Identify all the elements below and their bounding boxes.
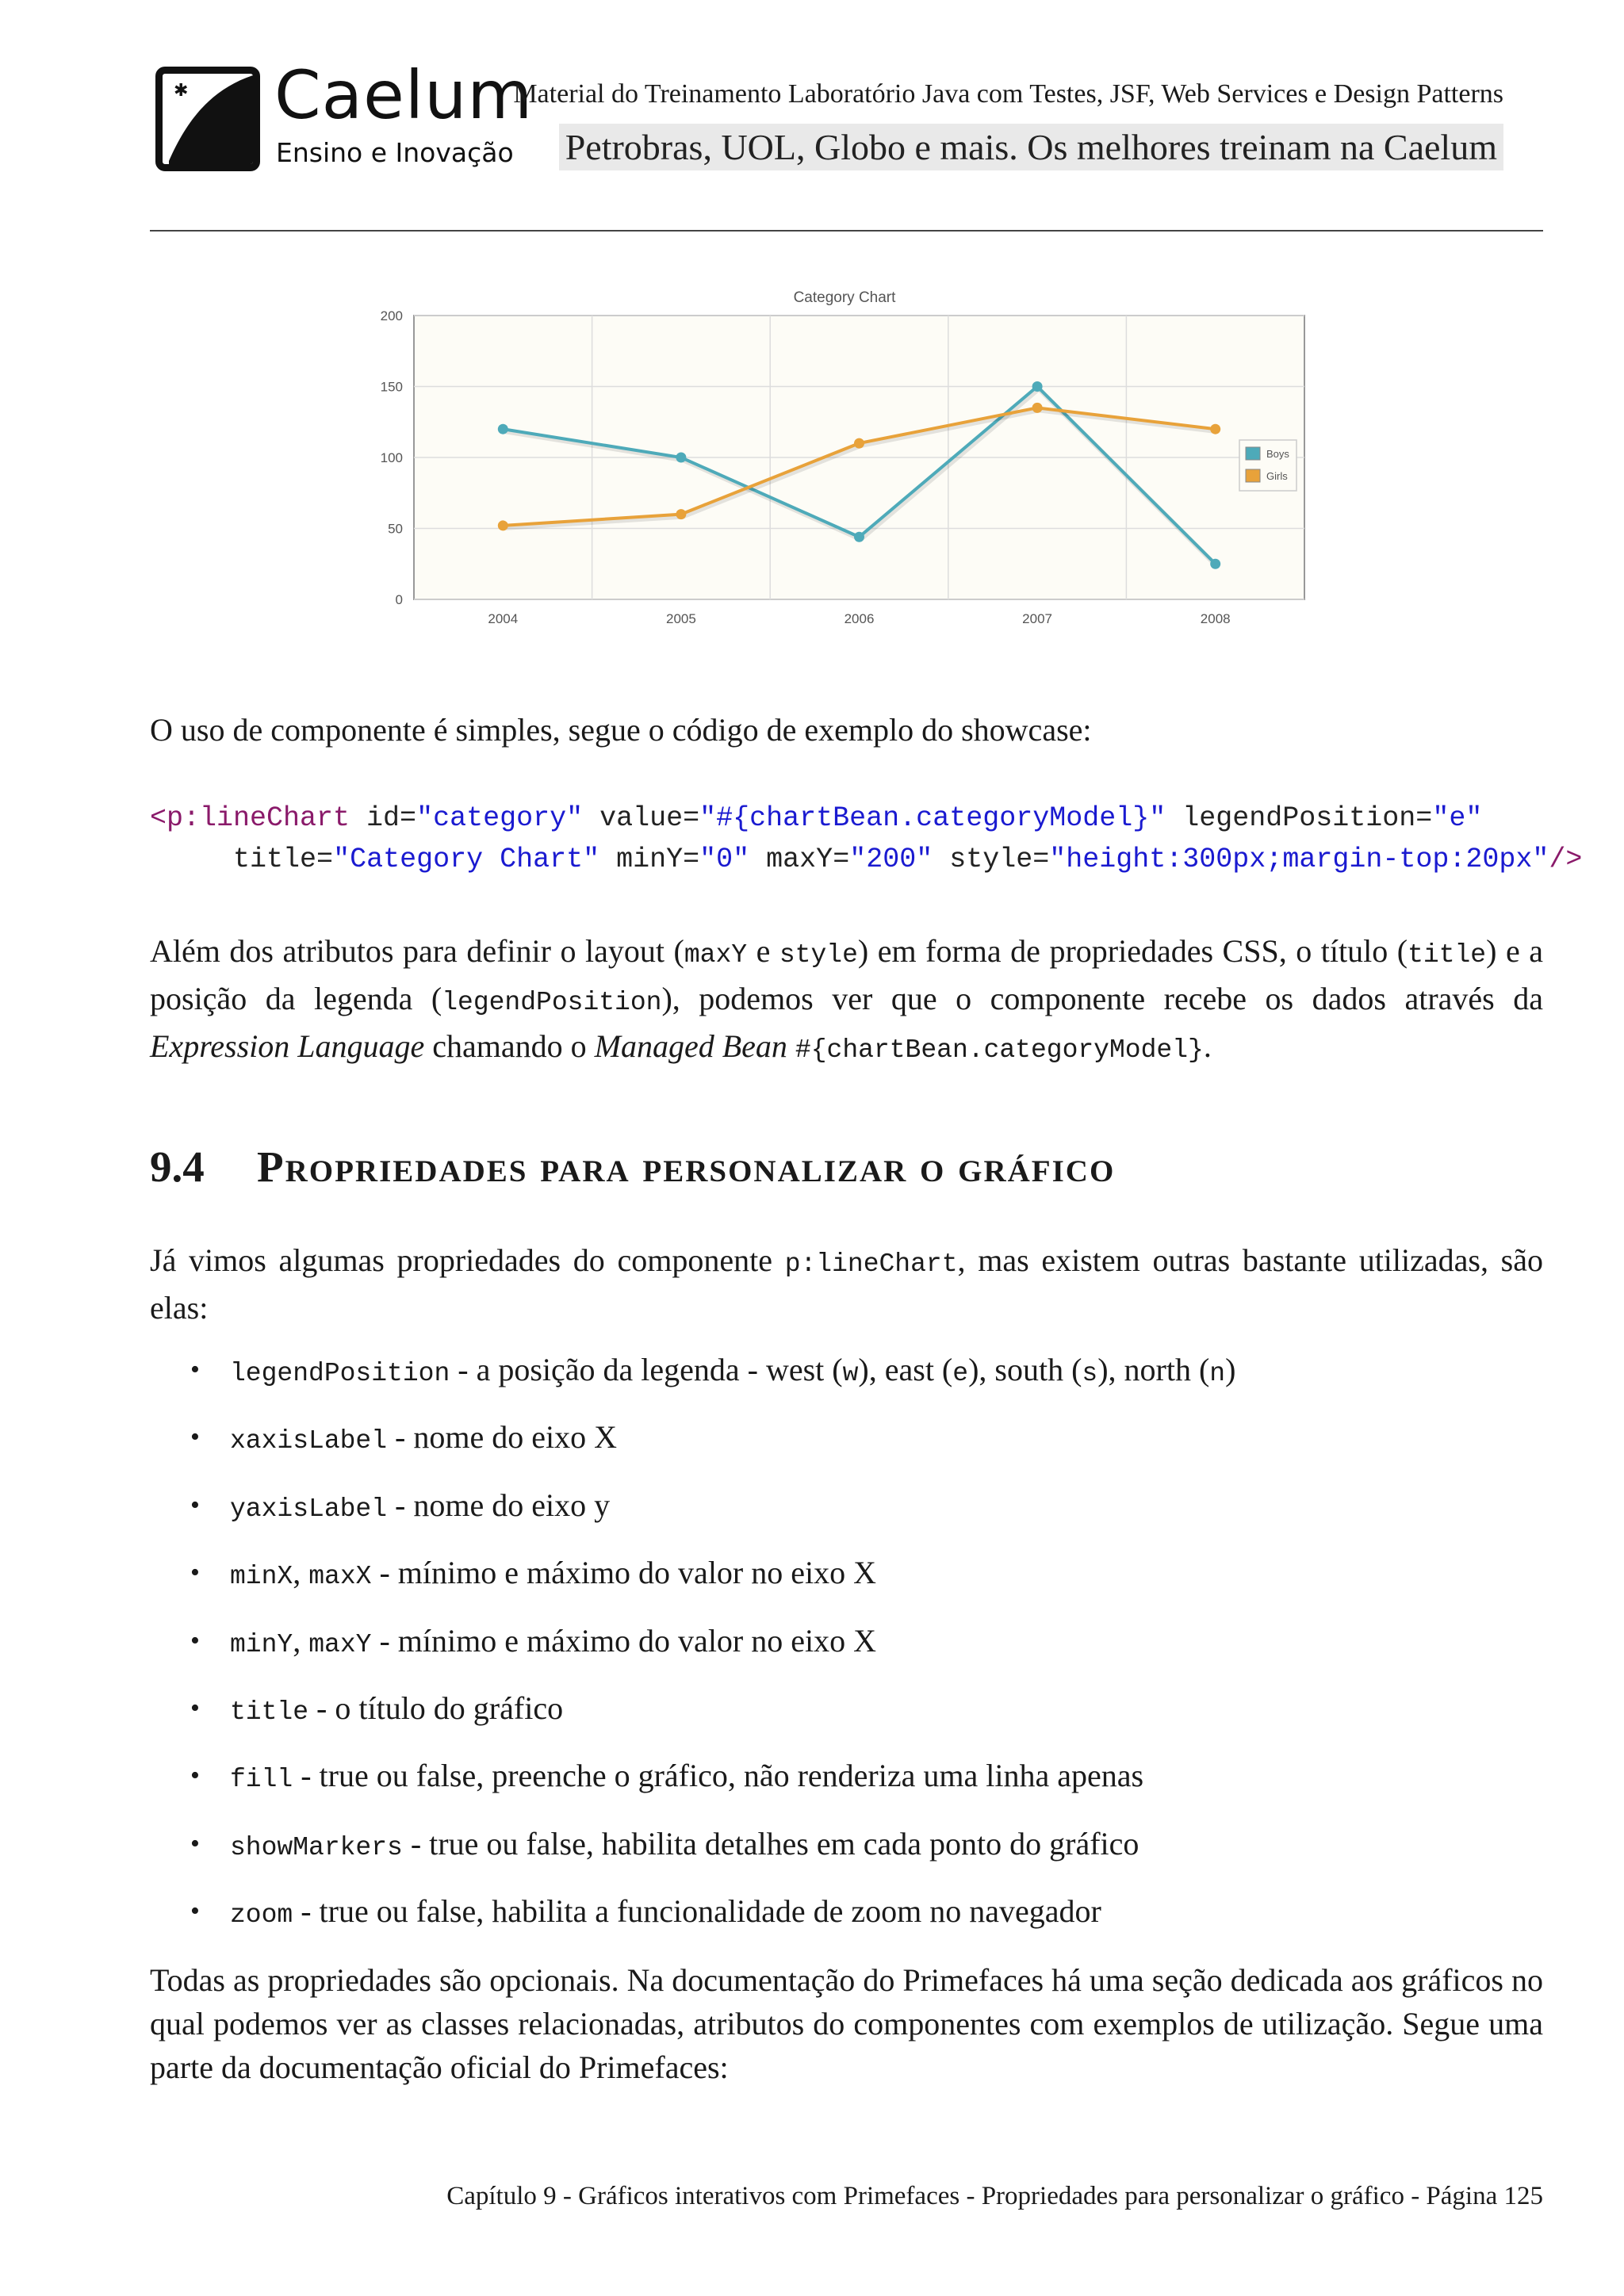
separator: ,	[293, 1622, 309, 1659]
property-name: maxY	[308, 1629, 372, 1659]
legend-label: Girls	[1266, 470, 1288, 482]
x-tick-label: 2005	[665, 611, 696, 626]
property-name: maxX	[308, 1562, 372, 1592]
data-point-girls	[498, 520, 508, 530]
code-attr: value=	[583, 802, 700, 834]
text-run: ) e a posição da legenda (	[150, 933, 1544, 1016]
code-attr: maxY=	[749, 844, 850, 875]
property-name: zoom	[230, 1900, 293, 1931]
inline-code: s	[1082, 1359, 1098, 1388]
code-tag-end: />	[1549, 844, 1583, 875]
category-chart	[373, 281, 1308, 638]
y-tick-label: 100	[380, 450, 403, 465]
property-name: title	[230, 1697, 309, 1727]
data-point-girls	[1210, 424, 1220, 434]
data-point-boys	[1210, 559, 1220, 569]
property-desc: ), north (	[1097, 1352, 1210, 1387]
documentation-paragraph: Todas as propriedades são opcionais. Na documentação do Primefaces há uma seção dedicada aos gráficos no qual podemos ver as classes relacionadas, atributos do componentes com exemplos de utilização. Segue uma parte da documentação oficial do Primefaces:	[150, 1962, 1543, 2085]
text-run: ), podemos ver que o componente recebe os dados através da	[661, 981, 1544, 1016]
x-tick-label: 2004	[488, 611, 519, 626]
chart-svg	[373, 281, 1308, 638]
inline-code: style	[779, 940, 858, 970]
list-item	[190, 1822, 1538, 1889]
property-name: xaxisLabel	[230, 1426, 388, 1456]
svg-text:✱: ✱	[174, 81, 189, 101]
code-value: "#{chartBean.categoryModel}"	[699, 802, 1166, 834]
text-run: chamando o	[424, 1028, 595, 1064]
text-run	[787, 1028, 795, 1064]
code-attr: title=	[233, 844, 334, 875]
data-point-boys	[854, 532, 864, 542]
property-name: fill	[230, 1765, 293, 1795]
property-desc: - mínimo e máximo do valor no eixo X	[371, 1622, 876, 1659]
data-point-girls	[1032, 403, 1043, 413]
list-item	[190, 1889, 1538, 1957]
property-desc: - true ou false, preenche o gráfico, não renderiza uma linha apenas	[293, 1758, 1144, 1794]
inline-code: w	[842, 1359, 859, 1388]
property-desc: ), south (	[968, 1352, 1082, 1387]
property-desc: - true ou false, habilita detalhes em cada ponto do gráfico	[402, 1825, 1139, 1862]
y-tick-label: 50	[388, 521, 403, 537]
list-item	[190, 1619, 1538, 1686]
x-axis-ticks	[488, 611, 1230, 626]
code-value: "e"	[1432, 802, 1483, 834]
properties-intro	[150, 1238, 1543, 1330]
section-title: Propriedades para personalizar o gráfico	[257, 1142, 1116, 1191]
section-number: 9.4	[150, 1142, 205, 1191]
text-run: Além dos atributos para definir o layout (	[150, 933, 684, 969]
code-value: "0"	[699, 844, 750, 875]
property-desc: - nome do eixo y	[387, 1487, 611, 1523]
chart-legend	[1239, 440, 1297, 491]
list-item	[190, 1348, 1538, 1415]
property-name: legendPosition	[230, 1359, 450, 1388]
list-item	[190, 1415, 1538, 1483]
y-tick-label: 200	[380, 308, 403, 323]
code-value: "200"	[849, 844, 933, 875]
legend-swatch	[1246, 447, 1260, 460]
legend-label: Boys	[1266, 448, 1289, 460]
text-run: , mas existem outras bastante utilizadas, são elas:	[150, 1242, 1543, 1326]
property-name: yaxisLabel	[230, 1494, 388, 1524]
italic-term: Expression Language	[150, 1028, 425, 1064]
code-attr: minY=	[599, 844, 700, 875]
code-attr: style=	[933, 844, 1050, 875]
inline-code: e	[952, 1359, 969, 1388]
data-point-boys	[498, 424, 508, 434]
code-value: "category"	[416, 802, 584, 834]
inline-code: n	[1209, 1359, 1226, 1388]
logo-name: Caelum	[274, 56, 534, 134]
property-desc: ), east (	[858, 1352, 953, 1387]
code-attr: id=	[350, 802, 417, 834]
inline-code: title	[1408, 940, 1487, 970]
text-run: .	[1203, 1028, 1212, 1064]
property-name: showMarkers	[230, 1832, 403, 1862]
separator: ,	[293, 1555, 309, 1591]
code-tag: <p:lineChart	[150, 802, 350, 834]
y-tick-label: 0	[395, 592, 403, 607]
properties-list	[190, 1348, 1538, 1957]
x-tick-label: 2008	[1200, 611, 1231, 626]
caelum-logo	[155, 56, 534, 178]
inline-code: p:lineChart	[784, 1249, 958, 1279]
code-value: "Category Chart"	[333, 844, 600, 875]
text-run: ) em forma de propriedades CSS, o título (	[857, 933, 1408, 969]
property-desc: - nome do eixo X	[387, 1419, 617, 1456]
intro-paragraph: O uso de componente é simples, segue o código de exemplo do showcase:	[150, 712, 1092, 748]
x-tick-label: 2007	[1022, 611, 1053, 626]
material-title: Material do Treinamento Laboratório Java com Testes, JSF, Web Services e Design Patterns	[513, 79, 1503, 109]
page-footer: Capítulo 9 - Gráficos interativos com Primefaces - Propriedades para personalizar o gráfico - Página 125	[446, 2182, 1543, 2210]
logo-mark	[155, 67, 260, 171]
code-attr: legendPosition=	[1166, 802, 1433, 834]
text-run: e	[747, 933, 779, 969]
code-example	[150, 798, 1582, 880]
list-item	[190, 1686, 1538, 1754]
section-heading	[150, 1142, 1115, 1192]
code-indent	[150, 844, 233, 875]
data-point-girls	[676, 509, 686, 519]
inline-code: legendPosition	[442, 988, 662, 1017]
code-value: "height:300px;margin-top:20px"	[1049, 844, 1549, 875]
inline-code: #{chartBean.categoryModel}	[795, 1035, 1204, 1065]
x-tick-label: 2006	[844, 611, 875, 626]
y-axis-ticks	[381, 308, 403, 607]
chart-title: Category Chart	[793, 289, 896, 306]
text-run: Já vimos algumas propriedades do componente	[150, 1242, 785, 1278]
inline-code: maxY	[684, 940, 748, 970]
property-name: minY	[230, 1629, 293, 1659]
data-point-boys	[1032, 381, 1043, 392]
italic-term: Managed Bean	[594, 1028, 787, 1064]
property-desc: )	[1225, 1352, 1236, 1387]
data-point-boys	[676, 453, 686, 463]
y-tick-label: 150	[380, 379, 403, 395]
property-desc: - mínimo e máximo do valor no eixo X	[371, 1555, 876, 1591]
logo-tagline: Ensino e Inovação	[276, 137, 514, 168]
layout-paragraph	[150, 929, 1543, 1072]
property-desc: - a posição da legenda - west (	[450, 1352, 843, 1387]
header-divider	[150, 230, 1543, 232]
list-item	[190, 1483, 1538, 1551]
property-name: minX	[230, 1562, 293, 1592]
list-item	[190, 1754, 1538, 1821]
promo-banner: Petrobras, UOL, Globo e mais. Os melhores treinam na Caelum	[559, 124, 1503, 170]
list-item	[190, 1551, 1538, 1618]
property-desc: - true ou false, habilita a funcionalidade de zoom no navegador	[293, 1893, 1101, 1930]
property-desc: - o título do gráfico	[308, 1689, 564, 1726]
legend-swatch	[1246, 469, 1260, 482]
data-point-girls	[854, 438, 864, 449]
